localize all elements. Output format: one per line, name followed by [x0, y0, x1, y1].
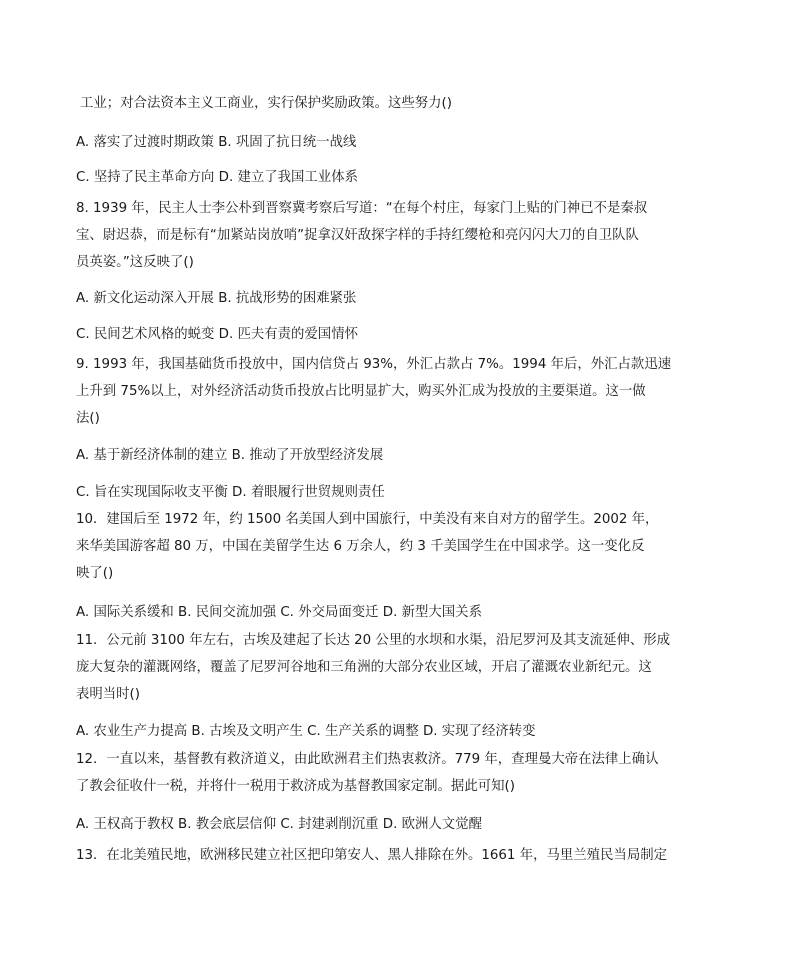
option-line: A. 新文化运动深入开展 B. 抗战形势的困难紧张: [76, 291, 357, 306]
text-line: 来华美国游客超 80 万，中国在美留学生达 6 万余人，约 3 千美国学生在中国求学。这一变化反: [76, 539, 645, 554]
text-line: 了教会征收什一税，并将什一税用于救济成为基督教国家定制。据此可知(): [76, 779, 515, 794]
option-line: A. 基于新经济体制的建立 B. 推动了开放型经济发展: [76, 448, 384, 463]
option-line: A. 国际关系缓和 B. 民间交流加强 C. 外交局面变迁 D. 新型大国关系: [76, 605, 482, 620]
option-line: C. 民间艺术风格的蜕变 D. 匹夫有责的爱国情怀: [76, 327, 358, 342]
text-line: 表明当时(): [76, 687, 141, 702]
option-line: A. 落实了过渡时期政策 B. 巩固了抗日统一战线: [76, 135, 357, 150]
question-line: 12．一直以来，基督教有救济道义，由此欧洲君主们热衷救济。779 年，查理曼大帝在法律上确认: [76, 752, 659, 767]
text-line: 工业；对合法资本主义工商业，实行保护奖励政策。这些努力(): [80, 96, 452, 111]
text-line: 法(): [76, 411, 100, 426]
text-line: 上升到 75%以上，对外经济活动货币投放占比明显扩大，购买外汇成为投放的主要渠道。这一做: [76, 384, 646, 399]
question-line: 9. 1993 年，我国基础货币投放中，国内信贷占 93%，外汇占款占 7%。1994 年后，外汇占款迅速: [76, 357, 672, 372]
option-line: C. 旨在实现国际收支平衡 D. 着眼履行世贸规则责任: [76, 485, 385, 500]
text-line: 庞大复杂的灌溉网络，覆盖了尼罗河谷地和三角洲的大部分农业区域，开启了灌溉农业新纪元。这: [76, 660, 652, 675]
question-line: 10．建国后至 1972 年，约 1500 名美国人到中国旅行，中美没有来自对方的留学生。2002 年，: [76, 512, 659, 527]
option-line: C. 坚持了民主革命方向 D. 建立了我国工业体系: [76, 170, 358, 185]
option-line: A. 王权高于教权 B. 教会底层信仰 C. 封建剥削沉重 D. 欧洲人文觉醒: [76, 817, 482, 832]
text-line: 员英姿。”这反映了(): [76, 255, 194, 270]
text-line: 映了(): [76, 566, 114, 581]
text-line: 宝、尉迟恭，而是标有“加紧站岗放哨”捉拿汉奸敌探字样的手持红缨枪和亮闪闪大刀的自卫队队: [76, 228, 639, 243]
option-line: A. 农业生产力提高 B. 古埃及文明产生 C. 生产关系的调整 D. 实现了经济转变: [76, 724, 536, 739]
question-line: 11．公元前 3100 年左右，古埃及建起了长达 20 公里的水坝和水渠，沿尼罗河及其支流延伸、形成: [76, 633, 671, 648]
question-line: 13．在北美殖民地，欧洲移民建立社区把印第安人、黑人排除在外。1661 年，马里兰殖民当局制定: [76, 848, 667, 863]
question-line: 8. 1939 年，民主人士李公朴到晋察冀考察后写道：“在每个村庄，每家门上贴的门神已不是秦叔: [76, 201, 648, 216]
